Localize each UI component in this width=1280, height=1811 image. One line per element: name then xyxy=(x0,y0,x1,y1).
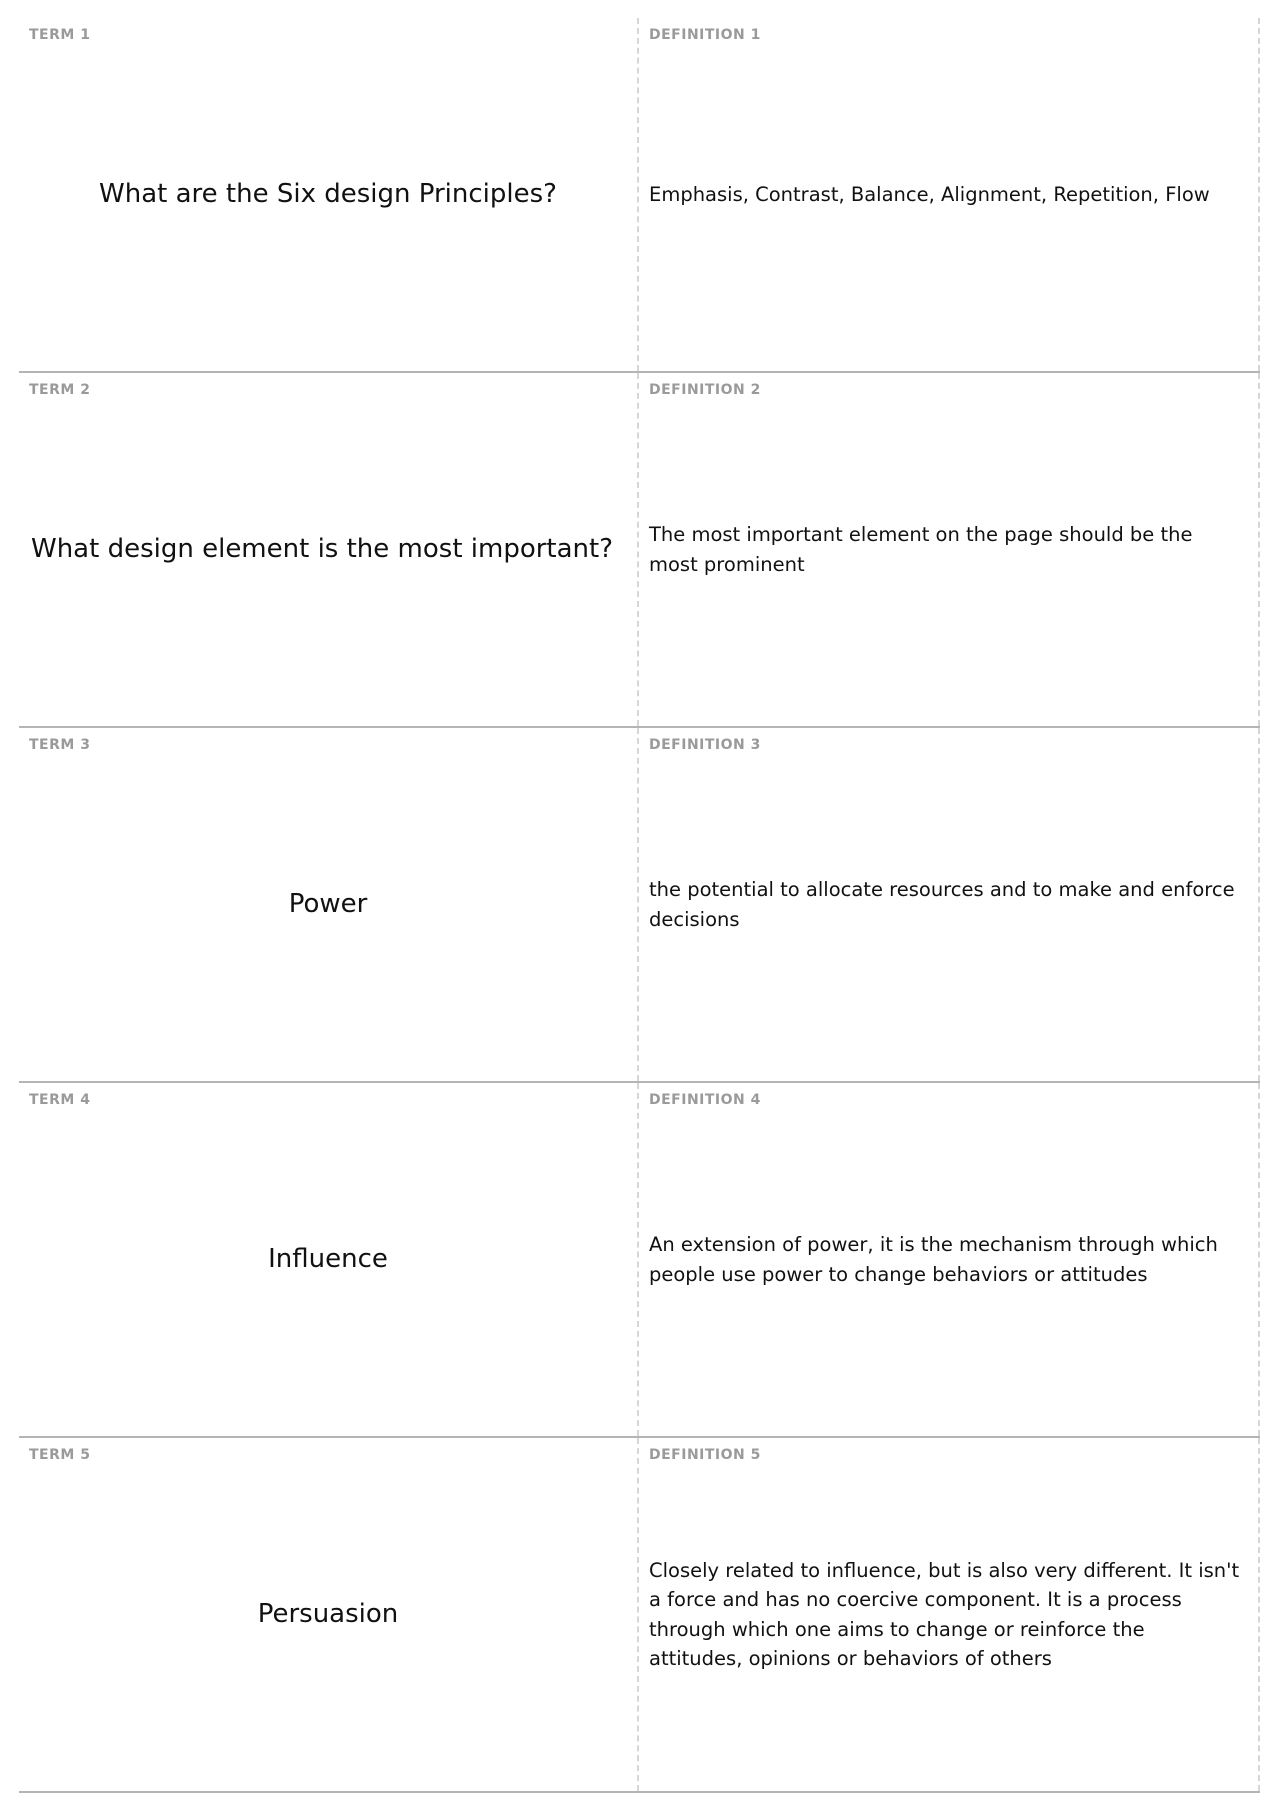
flashcard-row xyxy=(19,373,1260,728)
term-cell xyxy=(19,1438,639,1791)
definition-label: DEFINITION 4 xyxy=(649,1092,761,1108)
term-cell xyxy=(19,728,639,1081)
flashcard-row xyxy=(19,1083,1260,1438)
definition-cell xyxy=(639,1083,1260,1436)
definition-text: Emphasis, Contrast, Balance, Alignment, Repetition, Flow xyxy=(649,182,1210,206)
term-cell xyxy=(19,373,639,726)
definition-text: The most important element on the page should be the most prominent xyxy=(649,523,1193,576)
definition-text: An extension of power, it is the mechanism through which people use power to change behaviors or attitudes xyxy=(649,1233,1218,1286)
term-label: TERM 5 xyxy=(29,1447,91,1463)
flashcard-sheet xyxy=(19,18,1260,1793)
flashcard-row xyxy=(19,1438,1260,1793)
term-text: Influence xyxy=(268,1243,388,1274)
term-text: Persuasion xyxy=(257,1598,399,1629)
definition-text: Closely related to influence, but is also very different. It isn't a force and has no coercive component. It is a process through which one aims to change or reinforce the attitudes, opinions or behaviors of others xyxy=(649,1559,1240,1670)
definition-cell xyxy=(639,373,1260,726)
definition-cell xyxy=(639,18,1260,371)
term-text: What are the Six design Principles? xyxy=(99,178,557,209)
term-label: TERM 1 xyxy=(29,27,91,43)
definition-label: DEFINITION 3 xyxy=(649,737,761,753)
term-cell xyxy=(19,18,639,371)
definition-cell xyxy=(639,1438,1260,1791)
definition-text: the potential to allocate resources and to make and enforce decisions xyxy=(649,878,1235,931)
term-text: Power xyxy=(288,888,368,919)
term-label: TERM 4 xyxy=(29,1092,91,1108)
term-label: TERM 2 xyxy=(29,382,91,398)
flashcard-row xyxy=(19,18,1260,373)
term-label: TERM 3 xyxy=(29,737,91,753)
definition-label: DEFINITION 1 xyxy=(649,27,761,43)
flashcard-row xyxy=(19,728,1260,1083)
definition-cell xyxy=(639,728,1260,1081)
definition-label: DEFINITION 5 xyxy=(649,1447,761,1463)
term-cell xyxy=(19,1083,639,1436)
term-text: What design element is the most important? xyxy=(31,533,614,564)
definition-label: DEFINITION 2 xyxy=(649,382,761,398)
